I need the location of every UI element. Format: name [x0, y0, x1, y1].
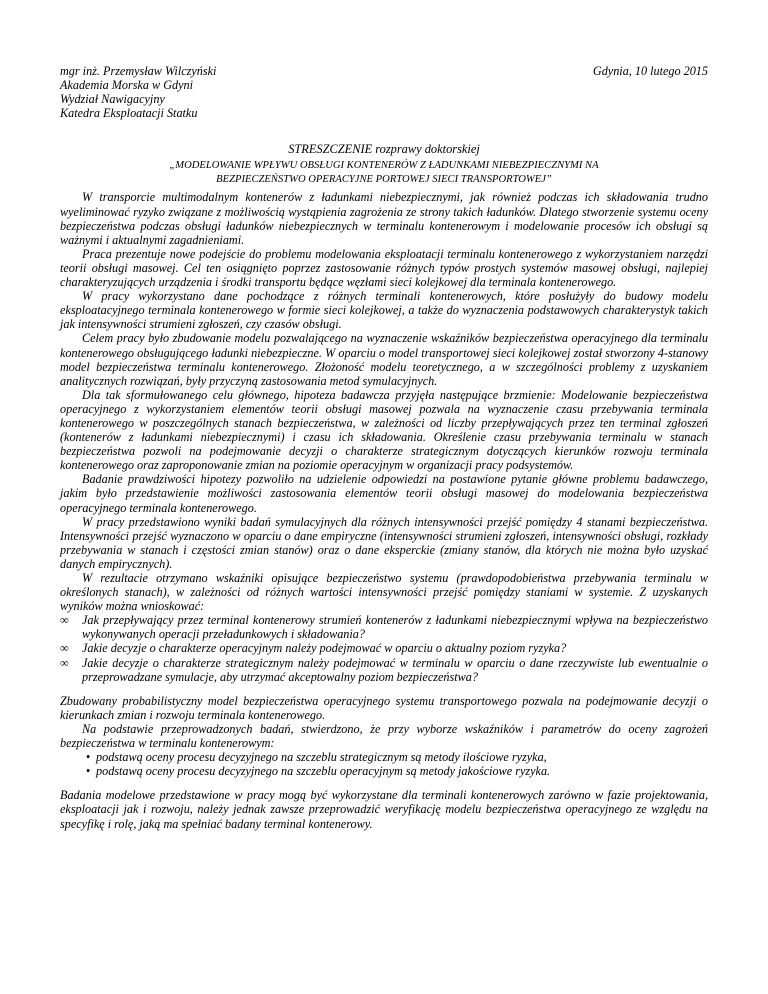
- paragraph: W transporcie multimodalnym kontenerów z ładunkami niebezpiecznymi, jak również podczas ich składowania trudno wyeliminować ryzyko związane z możliwością wystąpienia zagrożenia ze strony takich ładunków. Dlatego stworzenie systemu oceny bezpieczeństwa podczas obsługi ładunków niebezpiecznych w terminalu kontenerowym i modelowanie procesów ich obsługi są ważnymi i aktualnymi zagadnieniami.: [60, 190, 708, 247]
- paragraph: Zbudowany probabilistyczny model bezpieczeństwa operacyjnego systemu transportowego pozwala na podejmowanie decyzji o kierunkach zmian i rozwoju terminala kontenerowego.: [60, 693, 708, 722]
- document-date: Gdynia, 10 lutego 2015: [592, 64, 708, 78]
- paragraph: Badanie prawdziwości hipotezy pozwoliło na udzielenie odpowiedzi na postawione pytanie główne problemu badawczego, jakim było przedstawienie możliwości zastosowania elementów teorii obsługi masowej do modelowania bezpieczeństwa operacyjnego terminala kontenerowego.: [60, 472, 708, 515]
- list-item: [86, 764, 708, 778]
- inference-list: [60, 613, 708, 683]
- document-type-title: STRESZCZENIE rozprawy doktorskiej: [288, 142, 480, 157]
- paragraph: W pracy wykorzystano dane pochodzące z różnych terminali kontenerowych, które posłużyły do budowy modelu eksploatacyjnego terminala kontenerowego w formie sieci kolejkowej, a także do wyznaczenia podstawowych charakterystyk takich jak intensywności strumieni zgłoszeń, czy czasów obsługi.: [60, 289, 708, 332]
- author-faculty: Wydział Nawigacyjny: [60, 92, 165, 107]
- final-paragraph: Badania modelowe przedstawione w pracy mogą być wykorzystane dla terminali kontenerowych zarówno w fazie projektowania, eksploatacji jak i rozwoju, należy jednak zawsze przeprowadzić weryfikację modelu bezpieczeństwa operacyjnego ze względu na specyfikę i rolę, jaką ma spełniać badany terminal kontenerowy.: [60, 788, 708, 831]
- author-university: Akademia Morska w Gdyni: [60, 78, 194, 93]
- list-item: [60, 641, 708, 655]
- paragraph: Praca prezentuje nowe podejście do problemu modelowania eksploatacji terminalu kontenerowego z wykorzystaniem narzędzi teorii obsługi masowej. Cel ten osiągnięto poprzez zastosowanie różnych typów prostych systemów masowej obsługi, najlepiej charakteryzujących urządzenia i środki transportu będące węzłami sieci kolejkowej dla terminala kontenerowego.: [60, 246, 708, 290]
- list-item-text: Jakie decyzje o charakterze strategicznym należy podejmować w terminalu w oparciu o dane rzeczywiste lub ewentualnie o przeprowadzane symulacje, aby utrzymać akceptowalny poziom bezpieczeństwa?: [82, 655, 708, 684]
- paragraph: W pracy przedstawiono wyniki badań symulacyjnych dla różnych intensywności przejść pomiędzy 4 stanami bezpieczeństwa. Intensywności przejść wyznaczono w oparciu o dane empiryczne (intensywności strumieni zgłoszeń, intensywności obsługi, rozkłady przebywania w stanach i częstości zmian stanów) oraz o dane eksperckie (zmiany stanów, dla których nie można było uzyskać danych empirycznych).: [60, 514, 708, 571]
- author-block: [60, 64, 216, 120]
- author-name: mgr inż. Przemysław Wilczyński: [60, 64, 217, 78]
- author-department: Katedra Eksploatacji Statku: [60, 106, 198, 121]
- list-item: [86, 750, 708, 764]
- infinity-bullet-icon: ∞: [60, 641, 69, 656]
- list-item-text: Jak przepływający przez terminal kontenerowy strumień kontenerów z ładunkami niebezpiecznymi wpływa na bezpieczeństwo wykonywanych operacji przeładunkowych i składowania?: [82, 613, 708, 642]
- infinity-bullet-icon: ∞: [60, 655, 69, 670]
- bases-list: [60, 750, 708, 778]
- list-item-text: podstawą oceny procesu decyzyjnego na szczeblu strategicznym są metody ilościowe ryzyka,: [96, 750, 547, 765]
- thesis-title-line-1: „MODELOWANIE WPŁYWU OBSŁUGI KONTENERÓW Z ŁADUNKAMI NIEBEZPIECZNYMI NA: [169, 160, 599, 172]
- paragraph: W rezultacie otrzymano wskaźniki opisujące bezpieczeństwo systemu (prawdopodobieństwa przebywania terminalu w określonych stanach), w zależności od różnych wartości intensywności przejść pomiędzy staniami w systemie. Z uzyskanych wyników można wnioskować:: [60, 571, 708, 614]
- thesis-title-line-2: BEZPIECZEŃSTWO OPERACYJNE PORTOWEJ SIECI TRANSPORTOWEJ”: [216, 173, 552, 185]
- paragraph: Celem pracy było zbudowanie modelu pozwalającego na wyznaczenie wskaźników bezpieczeństwa operacyjnego dla terminalu kontenerowego obsługującego ładunki niebezpieczne. W oparciu o model transportowej sieci kolejkowej został stworzony 4-stanowy model bezpieczeństwa terminalu kontenerowego. Złożoność modelu teoretycznego, a w szczególności problemy z uzyskaniem analitycznych rozwiązań, były przyczyną zastosowania metod symulacyjnych.: [60, 331, 708, 388]
- list-item-text: Jakie decyzje o charakterze operacyjnym należy podejmować w oparciu o aktualny poziom ryzyka?: [82, 641, 567, 656]
- infinity-bullet-icon: ∞: [60, 613, 69, 628]
- paragraph: Dla tak sformułowanego celu głównego, hipoteza badawcza przyjęła następujące brzmienie: Modelowanie bezpieczeństwa operacyjnego z wykorzystaniem elementów teorii obsługi masowej pozwala na wyznaczenie czasu przebywania terminala kontenerowego w poszczególnych stanach bezpieczeństwa, w zależności od liczby przepływających przez ten terminal zgłoszeń (kontenerów z ładunkami niebezpiecznymi) i czasu ich składowania. Określenie czasu przebywania terminalu w stanach bezpieczeństwa pozwoli na podejmowanie decyzji o charakterze strategicznym dotyczących kierunków rozwoju terminala kontenerowego oraz zaproponowanie zmian na poziomie operacyjnym w organizacji pracy podsystemów.: [60, 387, 708, 473]
- abstract-body: [60, 190, 708, 830]
- document-header: [60, 64, 708, 120]
- list-item: [60, 656, 708, 684]
- paragraph: Na podstawie przeprowadzonych badań, stwierdzono, że przy wyborze wskaźników i parametrów do oceny zagrożeń bezpieczeństwa w terminalu kontenerowym:: [60, 721, 708, 751]
- list-item-text: podstawą oceny procesu decyzyjnego na szczeblu operacyjnym są metody jakościowe ryzyka.: [96, 764, 551, 779]
- bullet-icon: •: [86, 764, 91, 779]
- list-item: [60, 613, 708, 641]
- bullet-icon: •: [86, 750, 91, 765]
- title-block: [60, 142, 708, 186]
